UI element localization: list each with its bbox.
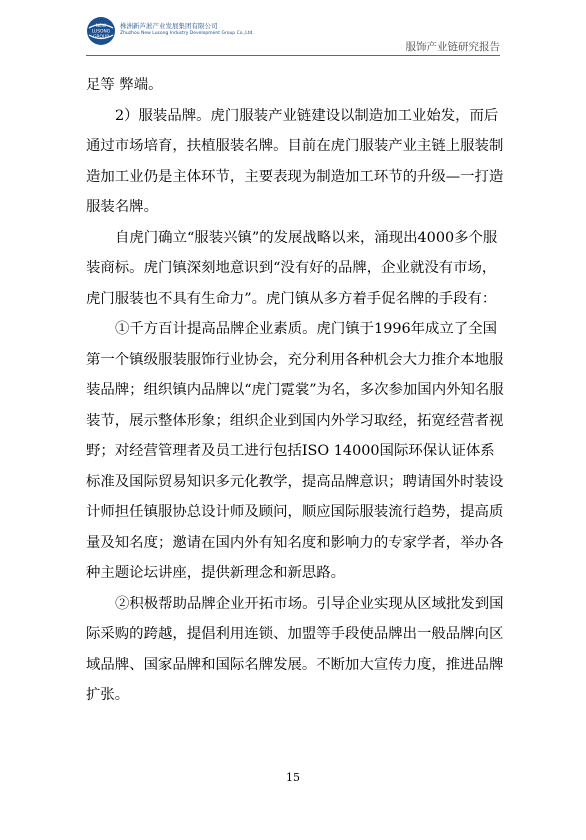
company-name-en: Zhuzhou New Lusong Industry Development Group Co.,Ltd. <box>120 31 254 36</box>
report-title: 服饰产业链研究报告 <box>405 41 500 53</box>
logo-word: GROUP <box>93 35 109 40</box>
page-header <box>0 0 586 60</box>
company-logo-globe-icon <box>86 16 116 46</box>
paragraph-brand-heading: 2）服装品牌。虎门服装产业链建设以制造加工业始发，而后通过市场培育，扶植服装名牌。目前在虎门服装产业主链上服装制造加工业仍是主体环节，主要表现为制造加工环节的升级—一打造服装名牌。 <box>86 107 504 215</box>
logo-word: LUSONG <box>91 29 111 35</box>
paragraph-item-2: ②积极帮助品牌企业开拓市场。引导企业实现从区域批发到国际采购的跨越，提倡利用连锁、加盟等手段使品牌出一般品牌向区域品牌、国家品牌和国际名牌发展。不断加大宣传力度，推进品牌扩张。 <box>86 595 504 703</box>
logo-word: NEW <box>95 24 107 29</box>
page-number: 15 <box>286 771 300 784</box>
paragraph-brand-strategy: 自虎门确立“服装兴镇”的发展战略以来，涌现出4000多个服装商标。虎门镇深刻地意识到“没有好的品牌，企业就没有市场，虎门服装也不具有生命力”。虎门镇从多方着手促名牌的手段有： <box>86 229 498 307</box>
header-divider <box>86 55 500 56</box>
paragraph-continuation: 足等 弊端。 <box>86 77 163 93</box>
paragraph-item-1: ①千方百计提高品牌企业素质。虎门镇于1996年成立了全国第一个镇级服装服饰行业协会，充分利用各种机会大力推介本地服装品牌；组织镇内品牌以“虎门霓裳”为名，多次参加国内外知名服装节，展示整体形象；组织企业到国内外学习取经，拓宽经营者视野；对经营管理者及员工进行包括ISO 14000国际环保认证体系标准及国际贸易知识多元化教学，提高品牌意识；聘请国外时装设计师担任镇服协总设计师及顾问，顺应国际服装流行趋势，提高质量及知名度；邀请在国内外有知名度和影响力的专家学者，举办各种主题论坛讲座，提供新理念和新思路。 <box>86 321 504 581</box>
company-name-cn: 株洲新芦淞产业发展集团有限公司 <box>120 22 218 30</box>
document-body <box>86 70 506 711</box>
